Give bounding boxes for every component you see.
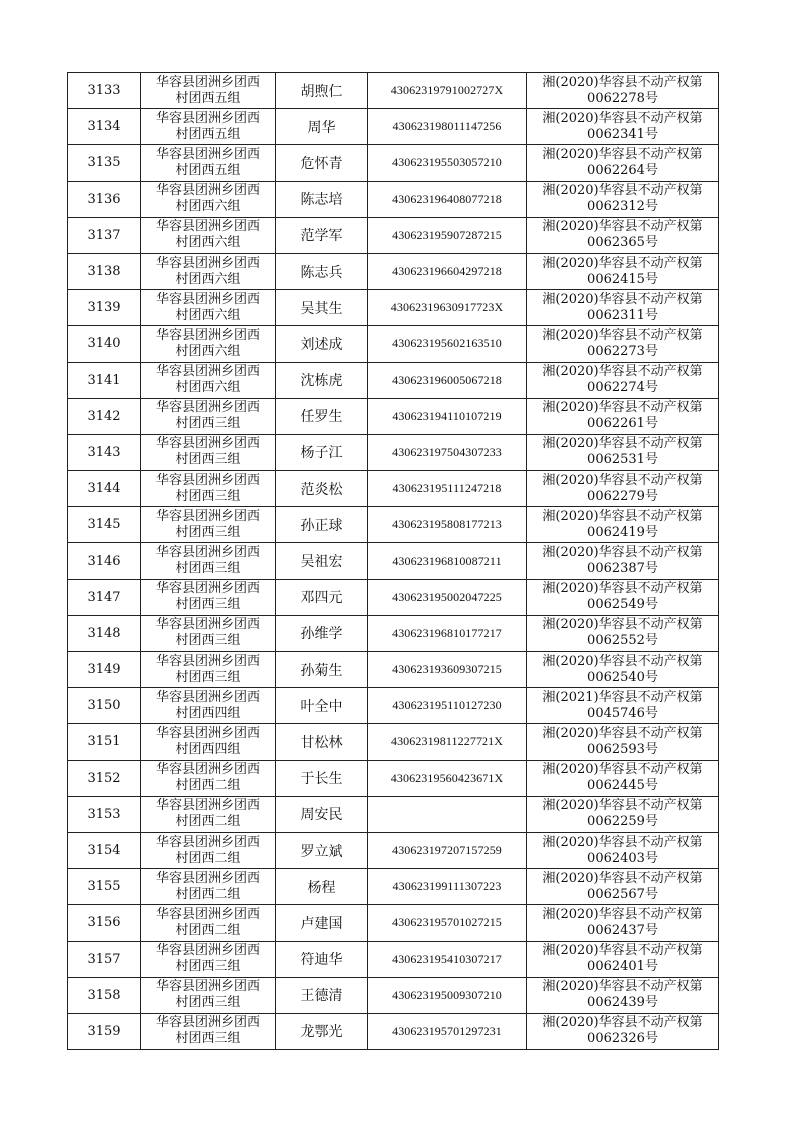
- location-line: 村团西五组: [175, 126, 241, 142]
- owner-name-cell: 杨子江: [276, 434, 368, 470]
- certificate-line: 0062311号: [587, 307, 658, 323]
- location-line: 村团西五组: [175, 90, 241, 106]
- row-number-cell: 3135: [68, 145, 141, 181]
- location-line: 华容县团洲乡团西: [155, 110, 260, 126]
- location-cell: [141, 615, 276, 651]
- location-line: 村团西六组: [175, 343, 241, 359]
- table-row: [68, 977, 719, 1013]
- location-cell: [141, 543, 276, 579]
- certificate-line: 0062326号: [587, 1031, 658, 1047]
- location-cell: [141, 181, 276, 217]
- location-cell: [141, 326, 276, 362]
- certificate-number-cell: [527, 290, 719, 326]
- location-line: 华容县团洲乡团西: [155, 762, 260, 778]
- id-number-cell: 43062319560423671X: [368, 760, 527, 796]
- certificate-line: 0062261号: [587, 416, 658, 432]
- location-line: 村团西六组: [175, 271, 241, 287]
- owner-name-cell: 孙正球: [276, 507, 368, 543]
- location-line: 村团西五组: [175, 162, 241, 178]
- location-line: 华容县团洲乡团西: [155, 906, 260, 922]
- certificate-number-cell: [527, 905, 719, 941]
- location-line: 村团西三组: [175, 959, 241, 975]
- location-cell: [141, 652, 276, 688]
- location-line: 华容县团洲乡团西: [155, 725, 260, 741]
- id-number-cell: 430623195701027215: [368, 905, 527, 941]
- location-line: 华容县团洲乡团西: [155, 798, 260, 814]
- owner-name-cell: 邓四元: [276, 579, 368, 615]
- certificate-number-cell: [527, 977, 719, 1013]
- certificate-line: 0062445号: [587, 778, 658, 794]
- certificate-line: 湘(2020)华容县不动产权第: [542, 545, 703, 561]
- table-row: [68, 434, 719, 470]
- owner-name-cell: 刘述成: [276, 326, 368, 362]
- certificate-line: 0062274号: [587, 380, 658, 396]
- owner-name-cell: 杨程: [276, 869, 368, 905]
- row-number-cell: 3139: [68, 290, 141, 326]
- owner-name-cell: 周安民: [276, 796, 368, 832]
- certificate-line: 0062387号: [587, 561, 658, 577]
- certificate-line: 湘(2021)华容县不动产权第: [542, 689, 703, 705]
- location-line: 华容县团洲乡团西: [155, 400, 260, 416]
- table-row: [68, 724, 719, 760]
- row-number-cell: 3138: [68, 253, 141, 289]
- row-number-cell: 3159: [68, 1013, 141, 1049]
- certificate-line: 湘(2020)华容县不动产权第: [542, 291, 703, 307]
- location-line: 华容县团洲乡团西: [155, 545, 260, 561]
- row-number-cell: 3157: [68, 941, 141, 977]
- location-line: 华容县团洲乡团西: [155, 617, 260, 633]
- owner-name-cell: 吴其生: [276, 290, 368, 326]
- owner-name-cell: 王德清: [276, 977, 368, 1013]
- certificate-number-cell: [527, 724, 719, 760]
- location-line: 村团西二组: [175, 850, 241, 866]
- certificate-number-cell: [527, 832, 719, 868]
- certificate-number-cell: [527, 73, 719, 109]
- certificate-line: 湘(2020)华容县不动产权第: [542, 979, 703, 995]
- location-line: 华容县团洲乡团西: [155, 979, 260, 995]
- certificate-line: 湘(2020)华容县不动产权第: [542, 508, 703, 524]
- certificate-number-cell: [527, 434, 719, 470]
- certificate-line: 湘(2020)华容县不动产权第: [542, 219, 703, 235]
- location-line: 华容县团洲乡团西: [155, 436, 260, 452]
- certificate-number-cell: [527, 109, 719, 145]
- certificate-line: 湘(2020)华容县不动产权第: [542, 725, 703, 741]
- row-number-cell: 3153: [68, 796, 141, 832]
- certificate-number-cell: [527, 471, 719, 507]
- location-cell: [141, 869, 276, 905]
- location-line: 村团西六组: [175, 199, 241, 215]
- location-line: 华容县团洲乡团西: [155, 653, 260, 669]
- id-number-cell: 430623195907287215: [368, 217, 527, 253]
- row-number-cell: 3156: [68, 905, 141, 941]
- location-line: 村团西三组: [175, 452, 241, 468]
- certificate-line: 湘(2020)华容县不动产权第: [542, 183, 703, 199]
- id-number-cell: 430623198011147256: [368, 109, 527, 145]
- certificate-line: 湘(2020)华容县不动产权第: [542, 1015, 703, 1031]
- location-line: 村团西二组: [175, 886, 241, 902]
- id-number-cell: 430623199111307223: [368, 869, 527, 905]
- certificate-line: 湘(2020)华容县不动产权第: [542, 834, 703, 850]
- location-line: 华容县团洲乡团西: [155, 870, 260, 886]
- location-cell: [141, 398, 276, 434]
- location-line: 华容县团洲乡团西: [155, 472, 260, 488]
- table-row: [68, 253, 719, 289]
- row-number-cell: 3158: [68, 977, 141, 1013]
- id-number-cell: 430623195602163510: [368, 326, 527, 362]
- location-line: 村团西二组: [175, 922, 241, 938]
- location-line: 村团西三组: [175, 561, 241, 577]
- id-number-cell: 430623196810087211: [368, 543, 527, 579]
- certificate-number-cell: [527, 941, 719, 977]
- location-cell: [141, 73, 276, 109]
- certificate-line: 0062264号: [587, 162, 658, 178]
- certificate-number-cell: [527, 543, 719, 579]
- location-line: 华容县团洲乡团西: [155, 291, 260, 307]
- certificate-line: 湘(2020)华容县不动产权第: [542, 870, 703, 886]
- owner-name-cell: 任罗生: [276, 398, 368, 434]
- location-line: 村团西四组: [175, 741, 241, 757]
- table-row: [68, 543, 719, 579]
- owner-name-cell: 范学军: [276, 217, 368, 253]
- table-row: [68, 507, 719, 543]
- certificate-line: 0062312号: [587, 199, 658, 215]
- location-line: 华容县团洲乡团西: [155, 255, 260, 271]
- certificate-line: 0062593号: [587, 741, 658, 757]
- row-number-cell: 3149: [68, 652, 141, 688]
- owner-name-cell: 叶全中: [276, 688, 368, 724]
- location-line: 华容县团洲乡团西: [155, 508, 260, 524]
- certificate-line: 湘(2020)华容县不动产权第: [542, 255, 703, 271]
- location-cell: [141, 434, 276, 470]
- certificate-line: 0062403号: [587, 850, 658, 866]
- location-cell: [141, 145, 276, 181]
- row-number-cell: 3154: [68, 832, 141, 868]
- property-register-table: [67, 72, 719, 1050]
- row-number-cell: 3134: [68, 109, 141, 145]
- certificate-line: 0062540号: [587, 669, 658, 685]
- certificate-line: 0062439号: [587, 995, 658, 1011]
- certificate-line: 0062259号: [587, 814, 658, 830]
- row-number-cell: 3150: [68, 688, 141, 724]
- location-line: 华容县团洲乡团西: [155, 834, 260, 850]
- row-number-cell: 3152: [68, 760, 141, 796]
- certificate-line: 湘(2020)华容县不动产权第: [542, 146, 703, 162]
- certificate-line: 0062401号: [587, 959, 658, 975]
- certificate-line: 湘(2020)华容县不动产权第: [542, 74, 703, 90]
- owner-name-cell: 符迪华: [276, 941, 368, 977]
- certificate-number-cell: [527, 362, 719, 398]
- owner-name-cell: 周华: [276, 109, 368, 145]
- location-line: 村团西六组: [175, 307, 241, 323]
- table-row: [68, 326, 719, 362]
- row-number-cell: 3141: [68, 362, 141, 398]
- location-line: 村团西二组: [175, 778, 241, 794]
- id-number-cell: 430623196604297218: [368, 253, 527, 289]
- table-row: [68, 905, 719, 941]
- row-number-cell: 3146: [68, 543, 141, 579]
- certificate-line: 湘(2020)华容县不动产权第: [542, 906, 703, 922]
- id-number-cell: 430623195808177213: [368, 507, 527, 543]
- table-row: [68, 471, 719, 507]
- owner-name-cell: 陈志培: [276, 181, 368, 217]
- certificate-line: 湘(2020)华容县不动产权第: [542, 581, 703, 597]
- location-cell: [141, 905, 276, 941]
- certificate-line: 0062549号: [587, 597, 658, 613]
- table-row: [68, 1013, 719, 1049]
- location-line: 华容县团洲乡团西: [155, 689, 260, 705]
- certificate-line: 湘(2020)华容县不动产权第: [542, 110, 703, 126]
- certificate-line: 0062365号: [587, 235, 658, 251]
- certificate-number-cell: [527, 688, 719, 724]
- table-row: [68, 362, 719, 398]
- id-number-cell: 430623197504307233: [368, 434, 527, 470]
- location-line: 华容县团洲乡团西: [155, 219, 260, 235]
- certificate-line: 0062437号: [587, 922, 658, 938]
- certificate-line: 湘(2020)华容县不动产权第: [542, 653, 703, 669]
- location-cell: [141, 941, 276, 977]
- location-line: 村团西三组: [175, 524, 241, 540]
- owner-name-cell: 于长生: [276, 760, 368, 796]
- table-row: [68, 869, 719, 905]
- location-cell: [141, 724, 276, 760]
- certificate-line: 湘(2020)华容县不动产权第: [542, 327, 703, 343]
- id-number-cell: 430623195410307217: [368, 941, 527, 977]
- owner-name-cell: 陈志兵: [276, 253, 368, 289]
- owner-name-cell: 孙维学: [276, 615, 368, 651]
- table-row: [68, 109, 719, 145]
- table-row: [68, 615, 719, 651]
- certificate-line: 湘(2020)华容县不动产权第: [542, 617, 703, 633]
- certificate-number-cell: [527, 652, 719, 688]
- location-line: 华容县团洲乡团西: [155, 943, 260, 959]
- id-number-cell: 430623196810177217: [368, 615, 527, 651]
- location-line: 华容县团洲乡团西: [155, 183, 260, 199]
- row-number-cell: 3151: [68, 724, 141, 760]
- row-number-cell: 3147: [68, 579, 141, 615]
- location-cell: [141, 977, 276, 1013]
- location-cell: [141, 688, 276, 724]
- table-row: [68, 941, 719, 977]
- certificate-number-cell: [527, 1013, 719, 1049]
- certificate-line: 0062415号: [587, 271, 658, 287]
- id-number-cell: 430623195111247218: [368, 471, 527, 507]
- location-line: 华容县团洲乡团西: [155, 364, 260, 380]
- id-number-cell: 430623195701297231: [368, 1013, 527, 1049]
- certificate-line: 湘(2020)华容县不动产权第: [542, 364, 703, 380]
- owner-name-cell: 吴祖宏: [276, 543, 368, 579]
- certificate-line: 0062279号: [587, 488, 658, 504]
- id-number-cell: 43062319630917723X: [368, 290, 527, 326]
- id-number-cell: [368, 796, 527, 832]
- location-line: 华容县团洲乡团西: [155, 74, 260, 90]
- certificate-number-cell: [527, 145, 719, 181]
- table-row: [68, 398, 719, 434]
- location-line: 华容县团洲乡团西: [155, 581, 260, 597]
- location-cell: [141, 796, 276, 832]
- certificate-number-cell: [527, 615, 719, 651]
- owner-name-cell: 孙菊生: [276, 652, 368, 688]
- certificate-number-cell: [527, 507, 719, 543]
- id-number-cell: 43062319791002727X: [368, 73, 527, 109]
- owner-name-cell: 沈栋虎: [276, 362, 368, 398]
- table-row: [68, 181, 719, 217]
- location-line: 村团西二组: [175, 814, 241, 830]
- certificate-line: 0062341号: [587, 126, 658, 142]
- row-number-cell: 3137: [68, 217, 141, 253]
- location-cell: [141, 253, 276, 289]
- location-cell: [141, 579, 276, 615]
- row-number-cell: 3142: [68, 398, 141, 434]
- location-line: 华容县团洲乡团西: [155, 1015, 260, 1031]
- location-line: 华容县团洲乡团西: [155, 327, 260, 343]
- table-row: [68, 217, 719, 253]
- id-number-cell: 430623195002047225: [368, 579, 527, 615]
- id-number-cell: 430623194110107219: [368, 398, 527, 434]
- owner-name-cell: 甘松林: [276, 724, 368, 760]
- owner-name-cell: 胡煦仁: [276, 73, 368, 109]
- id-number-cell: 430623193609307215: [368, 652, 527, 688]
- location-cell: [141, 507, 276, 543]
- location-line: 村团西三组: [175, 488, 241, 504]
- location-line: 村团西三组: [175, 416, 241, 432]
- location-cell: [141, 290, 276, 326]
- location-cell: [141, 1013, 276, 1049]
- id-number-cell: 43062319811227721X: [368, 724, 527, 760]
- location-cell: [141, 362, 276, 398]
- register-table-body: [68, 73, 719, 1050]
- id-number-cell: 430623195009307210: [368, 977, 527, 1013]
- row-number-cell: 3148: [68, 615, 141, 651]
- certificate-line: 湘(2020)华容县不动产权第: [542, 472, 703, 488]
- id-number-cell: 430623196005067218: [368, 362, 527, 398]
- id-number-cell: 430623195110127230: [368, 688, 527, 724]
- location-line: 村团西三组: [175, 669, 241, 685]
- id-number-cell: 430623195503057210: [368, 145, 527, 181]
- certificate-line: 湘(2020)华容县不动产权第: [542, 762, 703, 778]
- row-number-cell: 3145: [68, 507, 141, 543]
- location-line: 村团西六组: [175, 235, 241, 251]
- certificate-number-cell: [527, 796, 719, 832]
- certificate-line: 湘(2020)华容县不动产权第: [542, 943, 703, 959]
- table-row: [68, 760, 719, 796]
- certificate-line: 0062273号: [587, 343, 658, 359]
- row-number-cell: 3143: [68, 434, 141, 470]
- owner-name-cell: 龙鄂光: [276, 1013, 368, 1049]
- row-number-cell: 3144: [68, 471, 141, 507]
- certificate-number-cell: [527, 869, 719, 905]
- certificate-line: 0062567号: [587, 886, 658, 902]
- certificate-line: 湘(2020)华容县不动产权第: [542, 436, 703, 452]
- row-number-cell: 3136: [68, 181, 141, 217]
- certificate-line: 0062419号: [587, 524, 658, 540]
- location-line: 村团西三组: [175, 633, 241, 649]
- certificate-number-cell: [527, 398, 719, 434]
- row-number-cell: 3140: [68, 326, 141, 362]
- certificate-number-cell: [527, 253, 719, 289]
- row-number-cell: 3133: [68, 73, 141, 109]
- certificate-line: 0062552号: [587, 633, 658, 649]
- certificate-line: 湘(2020)华容县不动产权第: [542, 798, 703, 814]
- location-line: 村团西三组: [175, 995, 241, 1011]
- location-cell: [141, 832, 276, 868]
- table-row: [68, 290, 719, 326]
- location-line: 村团西六组: [175, 380, 241, 396]
- certificate-number-cell: [527, 181, 719, 217]
- location-line: 村团西三组: [175, 1031, 241, 1047]
- table-row: [68, 579, 719, 615]
- table-row: [68, 73, 719, 109]
- certificate-number-cell: [527, 579, 719, 615]
- id-number-cell: 430623197207157259: [368, 832, 527, 868]
- table-row: [68, 145, 719, 181]
- table-row: [68, 688, 719, 724]
- location-cell: [141, 109, 276, 145]
- certificate-number-cell: [527, 760, 719, 796]
- owner-name-cell: 危怀青: [276, 145, 368, 181]
- location-cell: [141, 760, 276, 796]
- certificate-line: 0062531号: [587, 452, 658, 468]
- table-row: [68, 832, 719, 868]
- table-row: [68, 796, 719, 832]
- location-cell: [141, 217, 276, 253]
- owner-name-cell: 罗立斌: [276, 832, 368, 868]
- row-number-cell: 3155: [68, 869, 141, 905]
- location-line: 华容县团洲乡团西: [155, 146, 260, 162]
- location-line: 村团西四组: [175, 705, 241, 721]
- table-row: [68, 652, 719, 688]
- certificate-number-cell: [527, 217, 719, 253]
- owner-name-cell: 卢建国: [276, 905, 368, 941]
- location-cell: [141, 471, 276, 507]
- certificate-line: 0045746号: [587, 705, 658, 721]
- owner-name-cell: 范炎松: [276, 471, 368, 507]
- certificate-line: 湘(2020)华容县不动产权第: [542, 400, 703, 416]
- certificate-line: 0062278号: [587, 90, 658, 106]
- certificate-number-cell: [527, 326, 719, 362]
- id-number-cell: 430623196408077218: [368, 181, 527, 217]
- location-line: 村团西三组: [175, 597, 241, 613]
